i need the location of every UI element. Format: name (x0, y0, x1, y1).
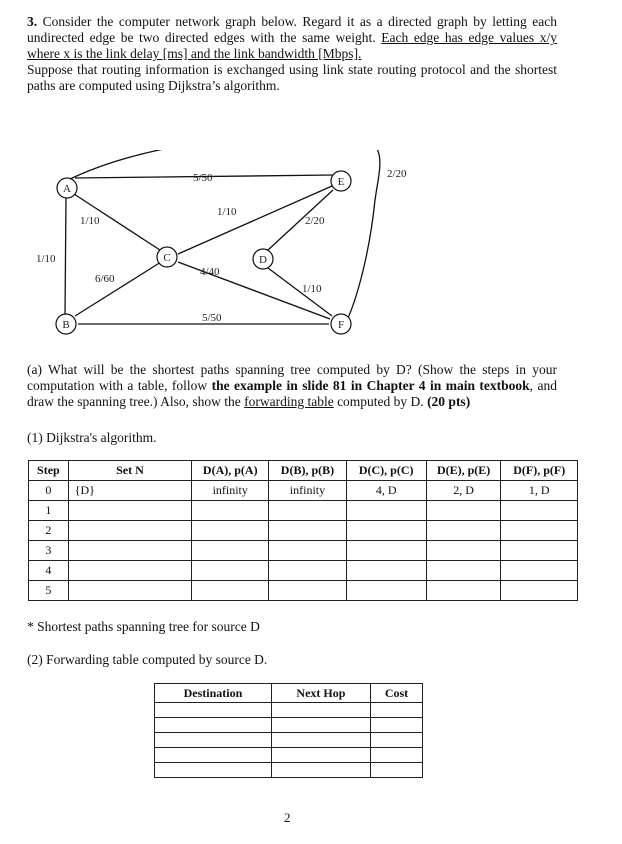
dijkstra-cell (501, 581, 578, 601)
part-a-text (27, 362, 557, 410)
page-number: 2 (284, 810, 291, 825)
dijkstra-cell (426, 501, 501, 521)
dijkstra-row (29, 561, 578, 581)
forwarding-cell (370, 703, 422, 718)
forwarding-cell (370, 733, 422, 748)
dijkstra-cell: 5 (29, 581, 69, 601)
dijkstra-row (29, 481, 578, 501)
dijkstra-cell (68, 521, 191, 541)
dijkstra-cell (68, 561, 191, 581)
forwarding-row (155, 718, 423, 733)
forwarding-cell (155, 748, 272, 763)
edge-label-a-e: 5/50 (193, 172, 213, 184)
node-label-c: C (163, 252, 171, 264)
forwarding-row (155, 763, 423, 778)
dijkstra-cell (346, 581, 426, 601)
edge-d-f (268, 268, 332, 316)
dijkstra-cell: 2 (29, 521, 69, 541)
edge-label-a-f: 2/20 (387, 168, 407, 180)
dijkstra-header-cell: D(B), p(B) (269, 461, 346, 481)
dijkstra-header-row (29, 461, 578, 481)
forwarding-header-cell: Destination (155, 684, 272, 703)
dijkstra-cell (346, 561, 426, 581)
part-a-text-2: , and draw the spanning tree.) Also, show the (27, 378, 557, 409)
dijkstra-cell (192, 561, 269, 581)
dijkstra-cell (346, 541, 426, 561)
edge-label-c-f: 4/40 (200, 266, 220, 278)
dijkstra-header-cell: Set N (68, 461, 191, 481)
dijkstra-header-cell: D(F), p(F) (501, 461, 578, 481)
forwarding-row (155, 748, 423, 763)
forwarding-cell (271, 748, 370, 763)
forwarding-header-cell: Next Hop (271, 684, 370, 703)
dijkstra-cell: 4, D (346, 481, 426, 501)
dijkstra-cell: 1, D (501, 481, 578, 501)
forwarding-table (154, 683, 423, 778)
part-a-underlined: forwarding table (244, 394, 334, 409)
edge-label-a-b: 1/10 (36, 253, 56, 265)
dijkstra-cell (68, 501, 191, 521)
dijkstra-header-cell: D(A), p(A) (192, 461, 269, 481)
dijkstra-cell (426, 561, 501, 581)
forwarding-cell (370, 718, 422, 733)
edge-a-b (65, 197, 66, 316)
question-number: 3. (27, 14, 38, 29)
dijkstra-cell (501, 501, 578, 521)
dijkstra-table (28, 460, 578, 601)
dijkstra-cell (269, 581, 346, 601)
edge-label-b-c: 6/60 (95, 273, 115, 285)
node-label-a: A (63, 183, 71, 195)
forwarding-row (155, 733, 423, 748)
edge-label-d-e: 2/20 (305, 215, 325, 227)
question-edge-definition: Each edge has edge values x/y where x is the link delay [ms] and the link bandwidth [Mbps]. (27, 30, 558, 61)
forwarding-cell (370, 763, 422, 778)
dijkstra-cell: 3 (29, 541, 69, 561)
forwarding-header-row (155, 684, 423, 703)
question-intro: Consider the computer network graph below. Regard it as a directed graph by letting each undirected edge be two directed edges with the same weight. (27, 14, 558, 45)
node-label-b: B (62, 319, 70, 331)
question-routing: Suppose that routing information is exchanged using link state routing protocol and the shortest paths are computed using Dijkstra’s algorithm. (27, 62, 557, 93)
dijkstra-row (29, 541, 578, 561)
forwarding-cell (155, 733, 272, 748)
forwarding-cell (155, 718, 272, 733)
edge-label-b-f: 5/50 (202, 312, 222, 324)
dijkstra-cell (192, 541, 269, 561)
dijkstra-cell: 0 (29, 481, 69, 501)
forwarding-cell (155, 763, 272, 778)
edge-label-c-e: 1/10 (217, 206, 237, 218)
forwarding-cell (271, 733, 370, 748)
node-label-e: E (337, 176, 345, 188)
part-a-text-1: (a) What will be the shortest paths spanning tree computed by D? (Show the steps in your computation with a table, follow (27, 362, 557, 393)
dijkstra-cell (346, 521, 426, 541)
sub-heading-2: (2) Forwarding table computed by source D. (27, 652, 268, 667)
dijkstra-cell: 1 (29, 501, 69, 521)
dijkstra-cell (192, 501, 269, 521)
part-a-bold: the example in slide 81 in Chapter 4 in main textbook (211, 378, 530, 393)
dijkstra-cell (192, 581, 269, 601)
dijkstra-cell (269, 521, 346, 541)
dijkstra-cell (192, 521, 269, 541)
dijkstra-cell (269, 561, 346, 581)
dijkstra-cell: 4 (29, 561, 69, 581)
forwarding-cell (155, 703, 272, 718)
dijkstra-header-cell: D(E), p(E) (426, 461, 501, 481)
node-label-f: F (337, 319, 345, 331)
dijkstra-cell: 2, D (426, 481, 501, 501)
dijkstra-cell: infinity (269, 481, 346, 501)
spanning-tree-note: * Shortest paths spanning tree for source D (27, 619, 260, 634)
dijkstra-header-cell: Step (29, 461, 69, 481)
forwarding-row (155, 703, 423, 718)
part-a-points: (20 pts) (427, 394, 471, 409)
forwarding-cell (370, 748, 422, 763)
dijkstra-cell (68, 541, 191, 561)
dijkstra-row (29, 521, 578, 541)
dijkstra-cell: infinity (192, 481, 269, 501)
dijkstra-row (29, 501, 578, 521)
dijkstra-cell (346, 501, 426, 521)
dijkstra-cell (426, 581, 501, 601)
edge-label-a-c: 1/10 (80, 215, 100, 227)
forwarding-cell (271, 703, 370, 718)
dijkstra-cell (426, 541, 501, 561)
dijkstra-cell (68, 581, 191, 601)
edge-label-d-f: 1/10 (302, 283, 322, 295)
forwarding-cell (271, 763, 370, 778)
network-graph (0, 150, 622, 350)
forwarding-cell (271, 718, 370, 733)
dijkstra-cell (426, 521, 501, 541)
dijkstra-cell (501, 541, 578, 561)
dijkstra-header-cell: D(C), p(C) (346, 461, 426, 481)
dijkstra-row (29, 581, 578, 601)
dijkstra-cell (501, 521, 578, 541)
edge-b-c (75, 262, 161, 316)
question-text (27, 14, 557, 94)
dijkstra-cell: {D} (68, 481, 191, 501)
dijkstra-cell (269, 501, 346, 521)
dijkstra-cell (269, 541, 346, 561)
forwarding-header-cell: Cost (370, 684, 422, 703)
dijkstra-cell (501, 561, 578, 581)
node-label-d: D (259, 254, 267, 266)
sub-heading-1: (1) Dijkstra's algorithm. (27, 430, 157, 445)
part-a-text-3: computed by D. (333, 394, 428, 409)
